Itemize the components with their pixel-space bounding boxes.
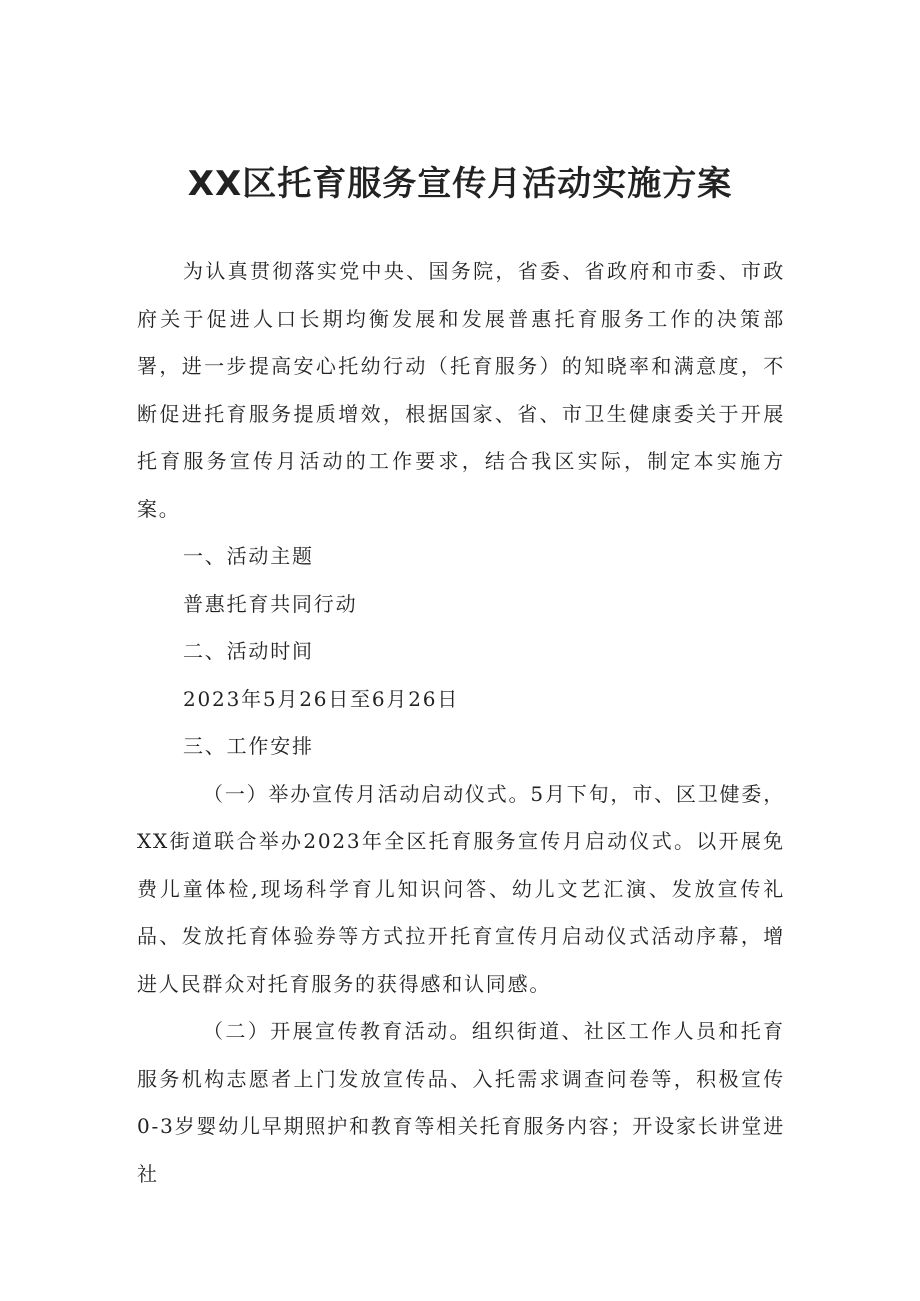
theme-text: 普惠托育共同行动 — [183, 591, 358, 616]
intro-paragraph: 为认真贯彻落实党中央、国务院，省委、省政府和市委、市政府关于促进人口长期均衡发展和发展普惠托育服务工作的决策部署，进一步提高安心托幼行动（托育服务）的知晓率和满意度，不断促进托育服务提质增效，根据国家、省、市卫生健康委关于开展托育服务宣传月活动的工作要求，结合我区实际，制定本实施方案。 — [137, 259, 785, 521]
document-body — [137, 248, 785, 1198]
arrangement-item-2: （二）开展宣传教育活动。组织街道、社区工作人员和托育服务机构志愿者上门发放宣传品、入托需求调查问卷等，积极宣传0-3岁婴幼儿早期照护和教育等相关托育服务内容；开设家长讲堂进社 — [137, 1019, 786, 1186]
document-title: XX区托育服务宣传月活动实施方案 — [187, 164, 733, 204]
time-text: 2023年5月26日至6月26日 — [183, 686, 460, 711]
section-heading-time: 二、活动时间 — [183, 639, 314, 663]
arrangement-item-1: （一）举办宣传月活动启动仪式。5月下旬，市、区卫健委，XX街道联合举办2023年全区托育服务宣传月启动仪式。以开展免费儿童体检,现场科学育儿知识问答、幼儿文艺汇演、发放宣传礼品、发放托育体验券等方式拉开托育宣传月启动仪式活动序幕，增进人民群众对托育服务的获得感和认同感。 — [137, 781, 785, 996]
section-heading-arrangement: 三、工作安排 — [183, 734, 314, 758]
section-heading-theme: 一、活动主题 — [183, 544, 314, 568]
